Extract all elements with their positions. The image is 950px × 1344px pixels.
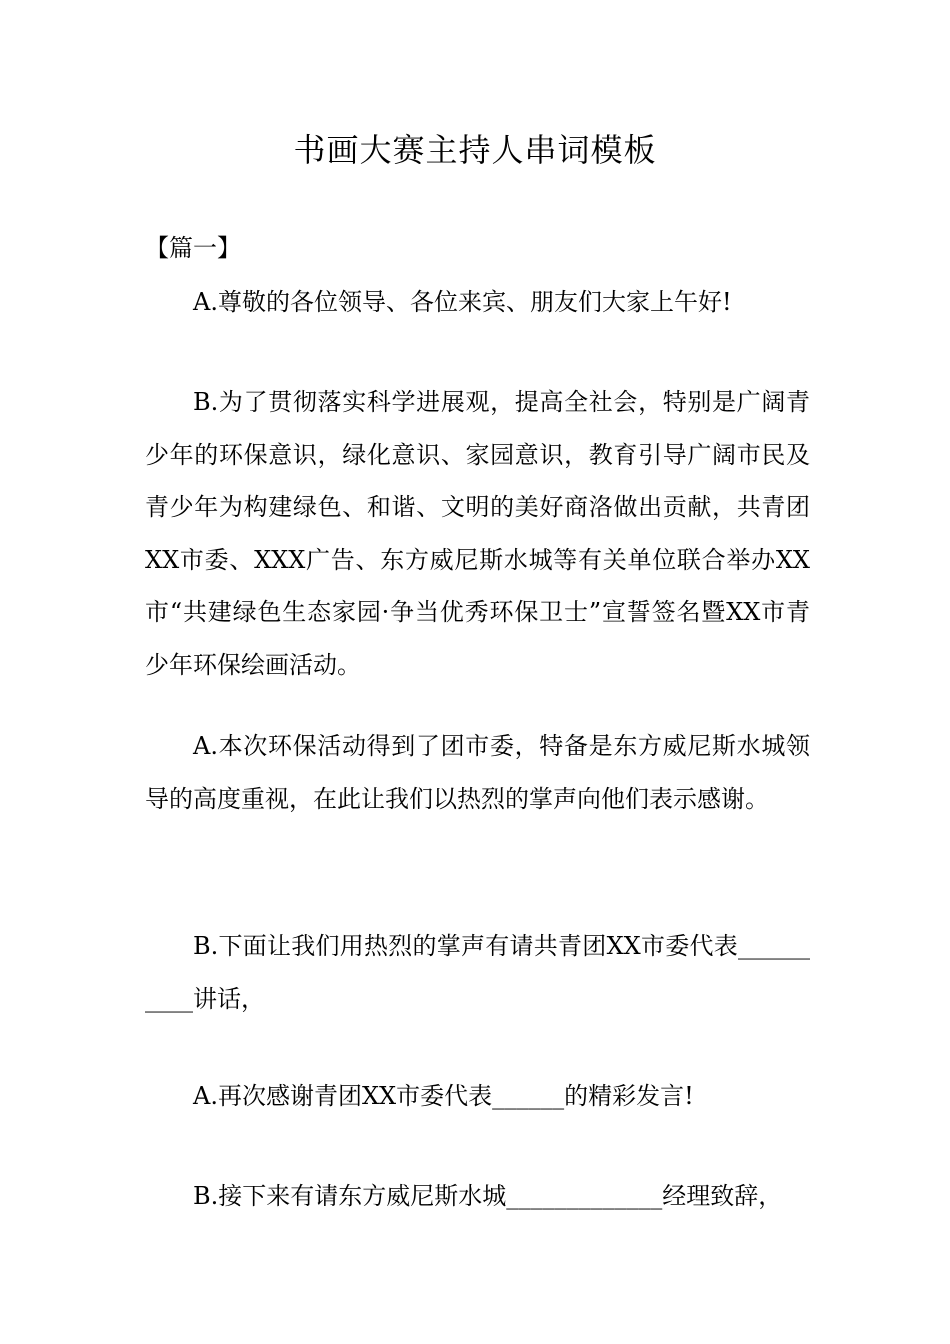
paragraph: B.为了贯彻落实科学进展观，提高全社会，特别是广阔青少年的环保意识，绿化意识、家园意识，教育引导广阔市民及青少年为构建绿色、和谐、文明的美好商洛做出贡献，共青团XX市委、XXX广告、东方威尼斯水城等有关单位联合举办XX市“共建绿色生态家园·争当优秀环保卫士”宣誓签名暨XX市青少年环保绘画活动。 — [145, 388, 810, 679]
paragraph: A.再次感谢青团XX市委代表______的精彩发言! — [193, 1082, 694, 1110]
paragraph: B.下面让我们用热烈的掌声有请共青团XX市委代表__________讲话， — [145, 932, 810, 1013]
paragraph: A.尊敬的各位领导、各位来宾、朋友们大家上午好! — [193, 288, 732, 316]
paragraph: B.接下来有请东方威尼斯水城_____________经理致辞， — [193, 1182, 783, 1210]
paragraph: A.本次环保活动得到了团市委，特备是东方威尼斯水城领导的高度重视，在此让我们以热烈的掌声向他们表示感谢。 — [145, 732, 810, 813]
document-title: 书画大赛主持人串词模板 — [293, 131, 657, 169]
section-tag: 【篇一】 — [145, 234, 241, 262]
